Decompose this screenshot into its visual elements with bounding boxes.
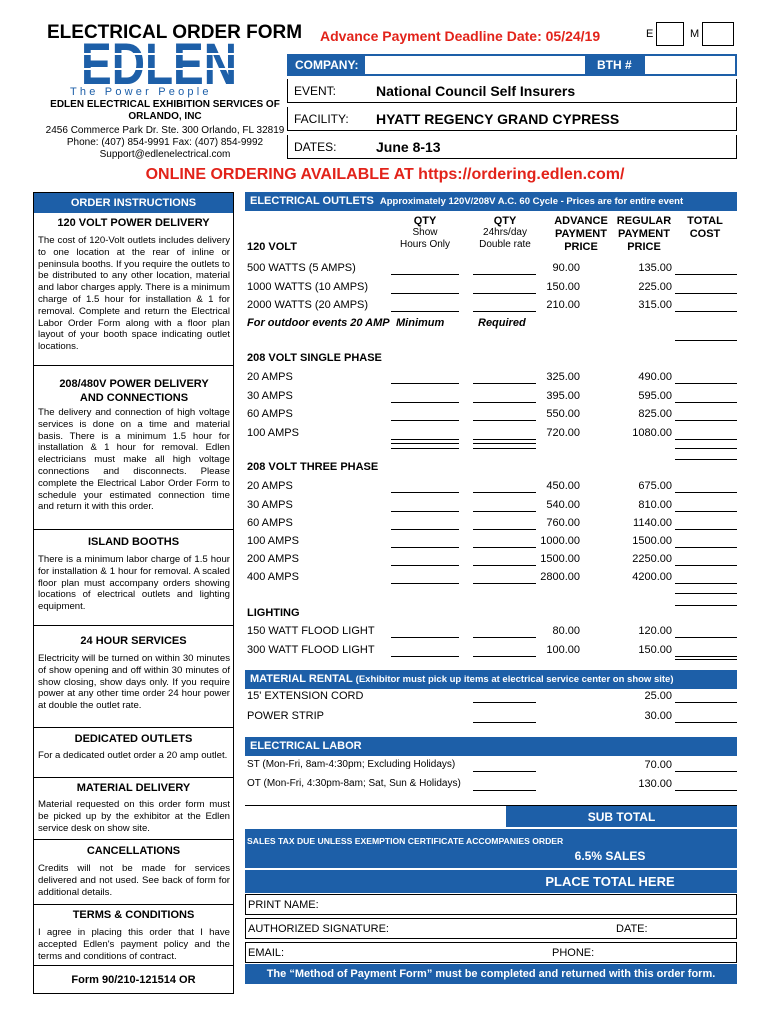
outlet-row-label-208t: 30 AMPS (247, 499, 293, 511)
col-qty-show-sub-1: Show (412, 227, 438, 238)
labor-hours-input[interactable] (473, 790, 536, 791)
labor-price: 70.00 (644, 759, 672, 771)
outdoor-note: For outdoor events 20 AMP (247, 317, 390, 329)
qty-show-input[interactable] (391, 311, 459, 312)
qty-24h-input[interactable] (473, 637, 536, 638)
advance-price: 150.00 (546, 281, 580, 293)
labor-bar (245, 737, 737, 756)
section-head-material: MATERIAL DELIVERY (76, 782, 191, 794)
regular-price: 2250.00 (632, 553, 672, 565)
regular-price: 135.00 (638, 262, 672, 274)
qty-24h-input[interactable] (473, 547, 536, 548)
total-cost-input[interactable] (675, 340, 737, 341)
total-cost-input[interactable] (675, 492, 737, 493)
section-head-120v: 120 VOLT POWER DELIVERY (57, 217, 210, 229)
qty-show-input[interactable] (391, 448, 459, 449)
outlet-row-label-120v: 1000 WATTS (10 AMPS) (247, 281, 369, 293)
advance-price: 720.00 (546, 427, 580, 439)
company-label: COMPANY: (295, 58, 359, 72)
total-cost-input[interactable] (675, 547, 737, 548)
qty-24h-input[interactable] (473, 448, 536, 449)
qty-show-input[interactable] (391, 492, 459, 493)
email-phone-row[interactable] (245, 942, 737, 963)
section-body-120v: The cost of 120-Volt outlets includes delivery to one location at the rear of inline or peninsula booths. If you require the outlets to be distributed to any other location, material and labor charges apply. There is a minimum charge of 1.5 hour for installation & 1 for removal. Complete and return the Electrical Labor Order Form along with a floor plan layout of your booth space indicating outlet locations. (38, 235, 230, 353)
outdoor-required: Required (478, 317, 526, 329)
date-label: DATE: (616, 923, 648, 935)
event-row (287, 79, 737, 103)
outlets-bar (245, 192, 737, 211)
outlet-row-label-120v: 500 WATTS (5 AMPS) (247, 262, 356, 274)
labor-hours-input[interactable] (473, 771, 536, 772)
col-regular-3: PRICE (627, 241, 661, 253)
booth-label: BTH # (597, 58, 632, 72)
total-cost-input[interactable] (675, 656, 737, 657)
company-bar (287, 54, 737, 76)
outdoor-minimum: Minimum (396, 317, 445, 329)
tagline: The Power People (70, 86, 212, 98)
qty-24h-input[interactable] (473, 383, 536, 384)
company-name-line-2: ORLANDO, INC (128, 111, 202, 122)
regular-price: 675.00 (638, 480, 672, 492)
regular-price: 4200.00 (632, 571, 672, 583)
col-advance-2: PAYMENT (555, 228, 607, 240)
sales-tax-label: 6.5% SALES (574, 849, 646, 863)
company-name-line-1: EDLEN ELECTRICAL EXHIBITION SERVICES OF (50, 99, 280, 110)
qty-show-input[interactable] (391, 565, 459, 566)
material-qty-input[interactable] (473, 722, 536, 723)
col-advance-1: ADVANCE (554, 215, 608, 227)
material-subtitle: (Exhibitor must pick up items at electrical service center on show site) (355, 674, 674, 685)
qty-show-input[interactable] (391, 402, 459, 403)
event-label: EVENT: (294, 84, 337, 98)
qty-24h-input[interactable] (473, 311, 536, 312)
labor-title: ELECTRICAL LABOR (250, 740, 362, 752)
event-value: National Council Self Insurers (376, 83, 576, 99)
advance-price: 550.00 (546, 408, 580, 420)
authorized-signature-label: AUTHORIZED SIGNATURE: (248, 923, 389, 935)
regular-price: 120.00 (638, 625, 672, 637)
company-phone-fax: Phone: (407) 854-9991 Fax: (407) 854-9992 (66, 137, 264, 148)
outlet-row-label-208s: 100 AMPS (247, 427, 299, 439)
logo-text: EDLEN (81, 38, 237, 88)
qty-show-input[interactable] (391, 529, 459, 530)
instructions-title: ORDER INSTRUCTIONS (34, 193, 233, 213)
payment-deadline: Advance Payment Deadline Date: 05/24/19 (320, 28, 601, 44)
total-cost-input[interactable] (675, 383, 737, 384)
place-total-label: PLACE TOTAL HERE (545, 874, 675, 889)
qty-24h-input[interactable] (473, 565, 536, 566)
total-cost-input[interactable] (675, 420, 737, 421)
facility-label: FACILITY: (294, 112, 349, 126)
facility-value: HYATT REGENCY GRAND CYPRESS (376, 111, 620, 127)
total-cost-input[interactable] (675, 583, 737, 584)
advance-price: 450.00 (546, 480, 580, 492)
outlet-row-label-208t: 100 AMPS (247, 535, 299, 547)
col-advance-3: PRICE (564, 241, 598, 253)
m-checkbox[interactable] (702, 22, 734, 46)
company-email: Support@edlenelectrical.com (99, 149, 231, 160)
qty-24h-input[interactable] (473, 402, 536, 403)
qty-24h-input[interactable] (473, 511, 536, 512)
group-208-three: 208 VOLT THREE PHASE (247, 461, 379, 473)
total-cost-input[interactable] (675, 659, 737, 660)
qty-show-input[interactable] (391, 439, 459, 440)
outlet-row-label-208t: 200 AMPS (247, 553, 299, 565)
section-head-dedicated: DEDICATED OUTLETS (74, 733, 193, 745)
outlet-row-label-120v: 2000 WATTS (20 AMPS) (247, 299, 369, 311)
material-row-label: POWER STRIP (247, 710, 325, 722)
qty-show-input[interactable] (391, 420, 459, 421)
regular-price: 595.00 (638, 390, 672, 402)
outlet-row-label-208s: 60 AMPS (247, 408, 293, 420)
qty-show-input[interactable] (391, 511, 459, 512)
total-cost-input[interactable] (675, 274, 737, 275)
col-qty-show-sub-2: Hours Only (399, 239, 450, 250)
qty-show-input[interactable] (391, 583, 459, 584)
outlet-row-label-208s: 20 AMPS (247, 371, 293, 383)
section-body-terms: I agree in placing this order that I have accepted Edlen's payment policy and the terms and conditions of contract. (38, 927, 230, 962)
material-qty-input[interactable] (473, 702, 536, 703)
qty-24h-input[interactable] (473, 439, 536, 440)
sales-tax-box (245, 829, 737, 868)
qty-show-input[interactable] (391, 274, 459, 275)
regular-price: 1080.00 (632, 427, 672, 439)
col-qty-24h-sub-2: Double rate (479, 239, 531, 250)
section-body-dedicated: For a dedicated outlet order a 20 amp outlet. (38, 750, 228, 761)
qty-show-input[interactable] (391, 383, 459, 384)
labor-total-input[interactable] (675, 771, 737, 772)
col-qty-24h: QTY (493, 215, 517, 227)
booth-input[interactable] (645, 56, 735, 74)
col-regular-1: REGULAR (616, 215, 672, 227)
qty-24h-input[interactable] (473, 420, 536, 421)
labor-price: 130.00 (638, 778, 672, 790)
qty-24h-input[interactable] (473, 656, 536, 657)
email-label: EMAIL: (248, 947, 285, 959)
labor-row-label: ST (Mon-Fri, 8am-4:30pm; Excluding Holidays) (247, 759, 456, 770)
section-head-terms: TERMS & CONDITIONS (72, 909, 195, 921)
col-regular-2: PAYMENT (618, 228, 670, 240)
col-total-2: COST (689, 228, 721, 240)
outlet-row-label-208t: 60 AMPS (247, 517, 293, 529)
total-cost-input[interactable] (675, 448, 737, 449)
qty-show-input[interactable] (391, 547, 459, 548)
material-total-input[interactable] (675, 722, 737, 723)
outlet-row-label-208t: 400 AMPS (247, 571, 299, 583)
section-body-24hour: Electricity will be turned on within 30 minutes of show opening and off within 30 minutes of show closing, show days only. If you require power at any other time order 24 hour power at double the outlet rate. (38, 653, 230, 712)
qty-24h-input[interactable] (473, 529, 536, 530)
regular-price: 810.00 (638, 499, 672, 511)
advance-price: 100.00 (546, 644, 580, 656)
section-body-island: There is a minimum labor charge of 1.5 hour for installation & 1 hour for removal. A scaled floor plan must accompany orders showing locations of electrical outlets and lighting equipment. (38, 554, 230, 613)
total-cost-input[interactable] (675, 605, 737, 606)
signature-row[interactable] (245, 918, 737, 939)
online-ordering-link[interactable]: ONLINE ORDERING AVAILABLE AT https://ordering.edlen.com/ (145, 166, 625, 183)
total-cost-input[interactable] (675, 529, 737, 530)
outlets-title: ELECTRICAL OUTLETS (250, 195, 374, 207)
qty-24h-input[interactable] (473, 293, 536, 294)
labor-total-input[interactable] (675, 790, 737, 791)
qty-24h-input[interactable] (473, 274, 536, 275)
company-input[interactable] (365, 56, 585, 74)
col-qty-24h-sub-1: 24hrs/day (483, 227, 527, 238)
advance-price: 90.00 (552, 262, 580, 274)
material-price: 25.00 (644, 690, 672, 702)
regular-price: 150.00 (638, 644, 672, 656)
total-cost-input[interactable] (675, 311, 737, 312)
section-body-208v: The delivery and connection of high voltage services is done on a time and material basis. There is a minimum 1.5 hour for installation & 1 hour for removal. Edlen electricians must make all high voltage connections and disconnects. Please complete the Electrical Labor Order Form to schedule your estimated connection time and return it with this order. (38, 407, 230, 513)
dates-value: June 8-13 (376, 139, 441, 155)
qty-show-input[interactable] (391, 656, 459, 657)
group-120-volt: 120 VOLT (247, 241, 297, 253)
total-cost-input[interactable] (675, 439, 737, 440)
total-cost-input[interactable] (675, 293, 737, 294)
total-cost-input[interactable] (675, 459, 737, 460)
edlen-logo (81, 38, 237, 88)
qty-24h-input[interactable] (473, 492, 536, 493)
regular-price: 225.00 (638, 281, 672, 293)
advance-price: 210.00 (546, 299, 580, 311)
outlet-row-label-208s: 30 AMPS (247, 390, 293, 402)
section-body-cancellations: Credits will not be made for services delivered and not used. See back of form for additional details. (38, 863, 230, 898)
material-bar (245, 670, 737, 689)
col-total-1: TOTAL (687, 215, 723, 227)
form-number: Form 90/210-121514 OR (71, 974, 196, 986)
outlet-row-label-light: 300 WATT FLOOD LIGHT (247, 644, 375, 656)
total-cost-input[interactable] (675, 637, 737, 638)
regular-price: 1140.00 (633, 517, 672, 529)
advance-price: 540.00 (546, 499, 580, 511)
advance-price: 2800.00 (540, 571, 580, 583)
total-cost-input[interactable] (675, 511, 737, 512)
material-title: MATERIAL RENTAL (250, 673, 353, 685)
order-instructions (33, 192, 234, 994)
total-cost-input[interactable] (675, 593, 737, 594)
section-head-24hour: 24 HOUR SERVICES (80, 635, 187, 647)
m-label: M (690, 28, 700, 40)
phone-label: PHONE: (552, 947, 595, 959)
advance-price: 760.00 (546, 517, 580, 529)
regular-price: 825.00 (638, 408, 672, 420)
section-head-cancellations: CANCELLATIONS (86, 845, 181, 857)
print-name-label: PRINT NAME: (248, 899, 319, 911)
subtotal-label: SUB TOTAL (506, 806, 737, 827)
material-row-label: 15' EXTENSION CORD (247, 690, 364, 702)
outlet-row-label-light: 150 WATT FLOOD LIGHT (247, 625, 375, 637)
outlet-row-label-208t: 20 AMPS (247, 480, 293, 492)
e-checkbox[interactable] (656, 22, 684, 46)
company-address: 2456 Commerce Park Dr. Ste. 300 Orlando, FL 32819 (45, 125, 285, 136)
qty-show-input[interactable] (391, 443, 459, 444)
sales-tax-note: SALES TAX DUE UNLESS EXEMPTION CERTIFICATE ACCOMPANIES ORDER (247, 836, 564, 846)
advance-price: 1500.00 (540, 553, 580, 565)
form-title: ELECTRICAL ORDER FORM (47, 22, 303, 43)
dates-label: DATES: (294, 140, 337, 154)
place-total-box (245, 870, 737, 893)
advance-price: 1000.00 (540, 535, 580, 547)
total-cost-input[interactable] (675, 565, 737, 566)
advance-price: 395.00 (546, 390, 580, 402)
print-name-row[interactable] (245, 894, 737, 915)
payment-form-footer: The “Method of Payment Form” must be completed and returned with this order form. (245, 964, 737, 984)
regular-price: 1500.00 (632, 535, 672, 547)
advance-price: 80.00 (552, 625, 580, 637)
facility-row (287, 107, 737, 131)
group-208-single: 208 VOLT SINGLE PHASE (247, 352, 382, 364)
regular-price: 490.00 (638, 371, 672, 383)
material-total-input[interactable] (675, 702, 737, 703)
section-body-material: Material requested on this order form must be picked up by the exhibitor at the Edlen service desk on show site. (38, 799, 230, 834)
group-lighting: LIGHTING (247, 607, 300, 619)
col-qty-show: QTY (413, 215, 437, 227)
qty-show-input[interactable] (391, 293, 459, 294)
section-head-island: ISLAND BOOTHS (87, 536, 180, 548)
total-cost-input[interactable] (675, 402, 737, 403)
qty-show-input[interactable] (391, 637, 459, 638)
qty-24h-input[interactable] (473, 443, 536, 444)
e-label: E (646, 28, 654, 40)
advance-price: 325.00 (546, 371, 580, 383)
section-head-208v: 208/480V POWER DELIVERY AND CONNECTIONS (59, 378, 209, 404)
dates-row (287, 135, 737, 159)
regular-price: 315.00 (638, 299, 672, 311)
material-price: 30.00 (644, 710, 672, 722)
qty-24h-input[interactable] (473, 583, 536, 584)
labor-row-label: OT (Mon-Fri, 4:30pm-8am; Sat, Sun & Holidays) (247, 778, 461, 789)
outlets-subtitle: Approximately 120V/208V A.C. 60 Cycle - Prices are for entire event (379, 196, 684, 207)
